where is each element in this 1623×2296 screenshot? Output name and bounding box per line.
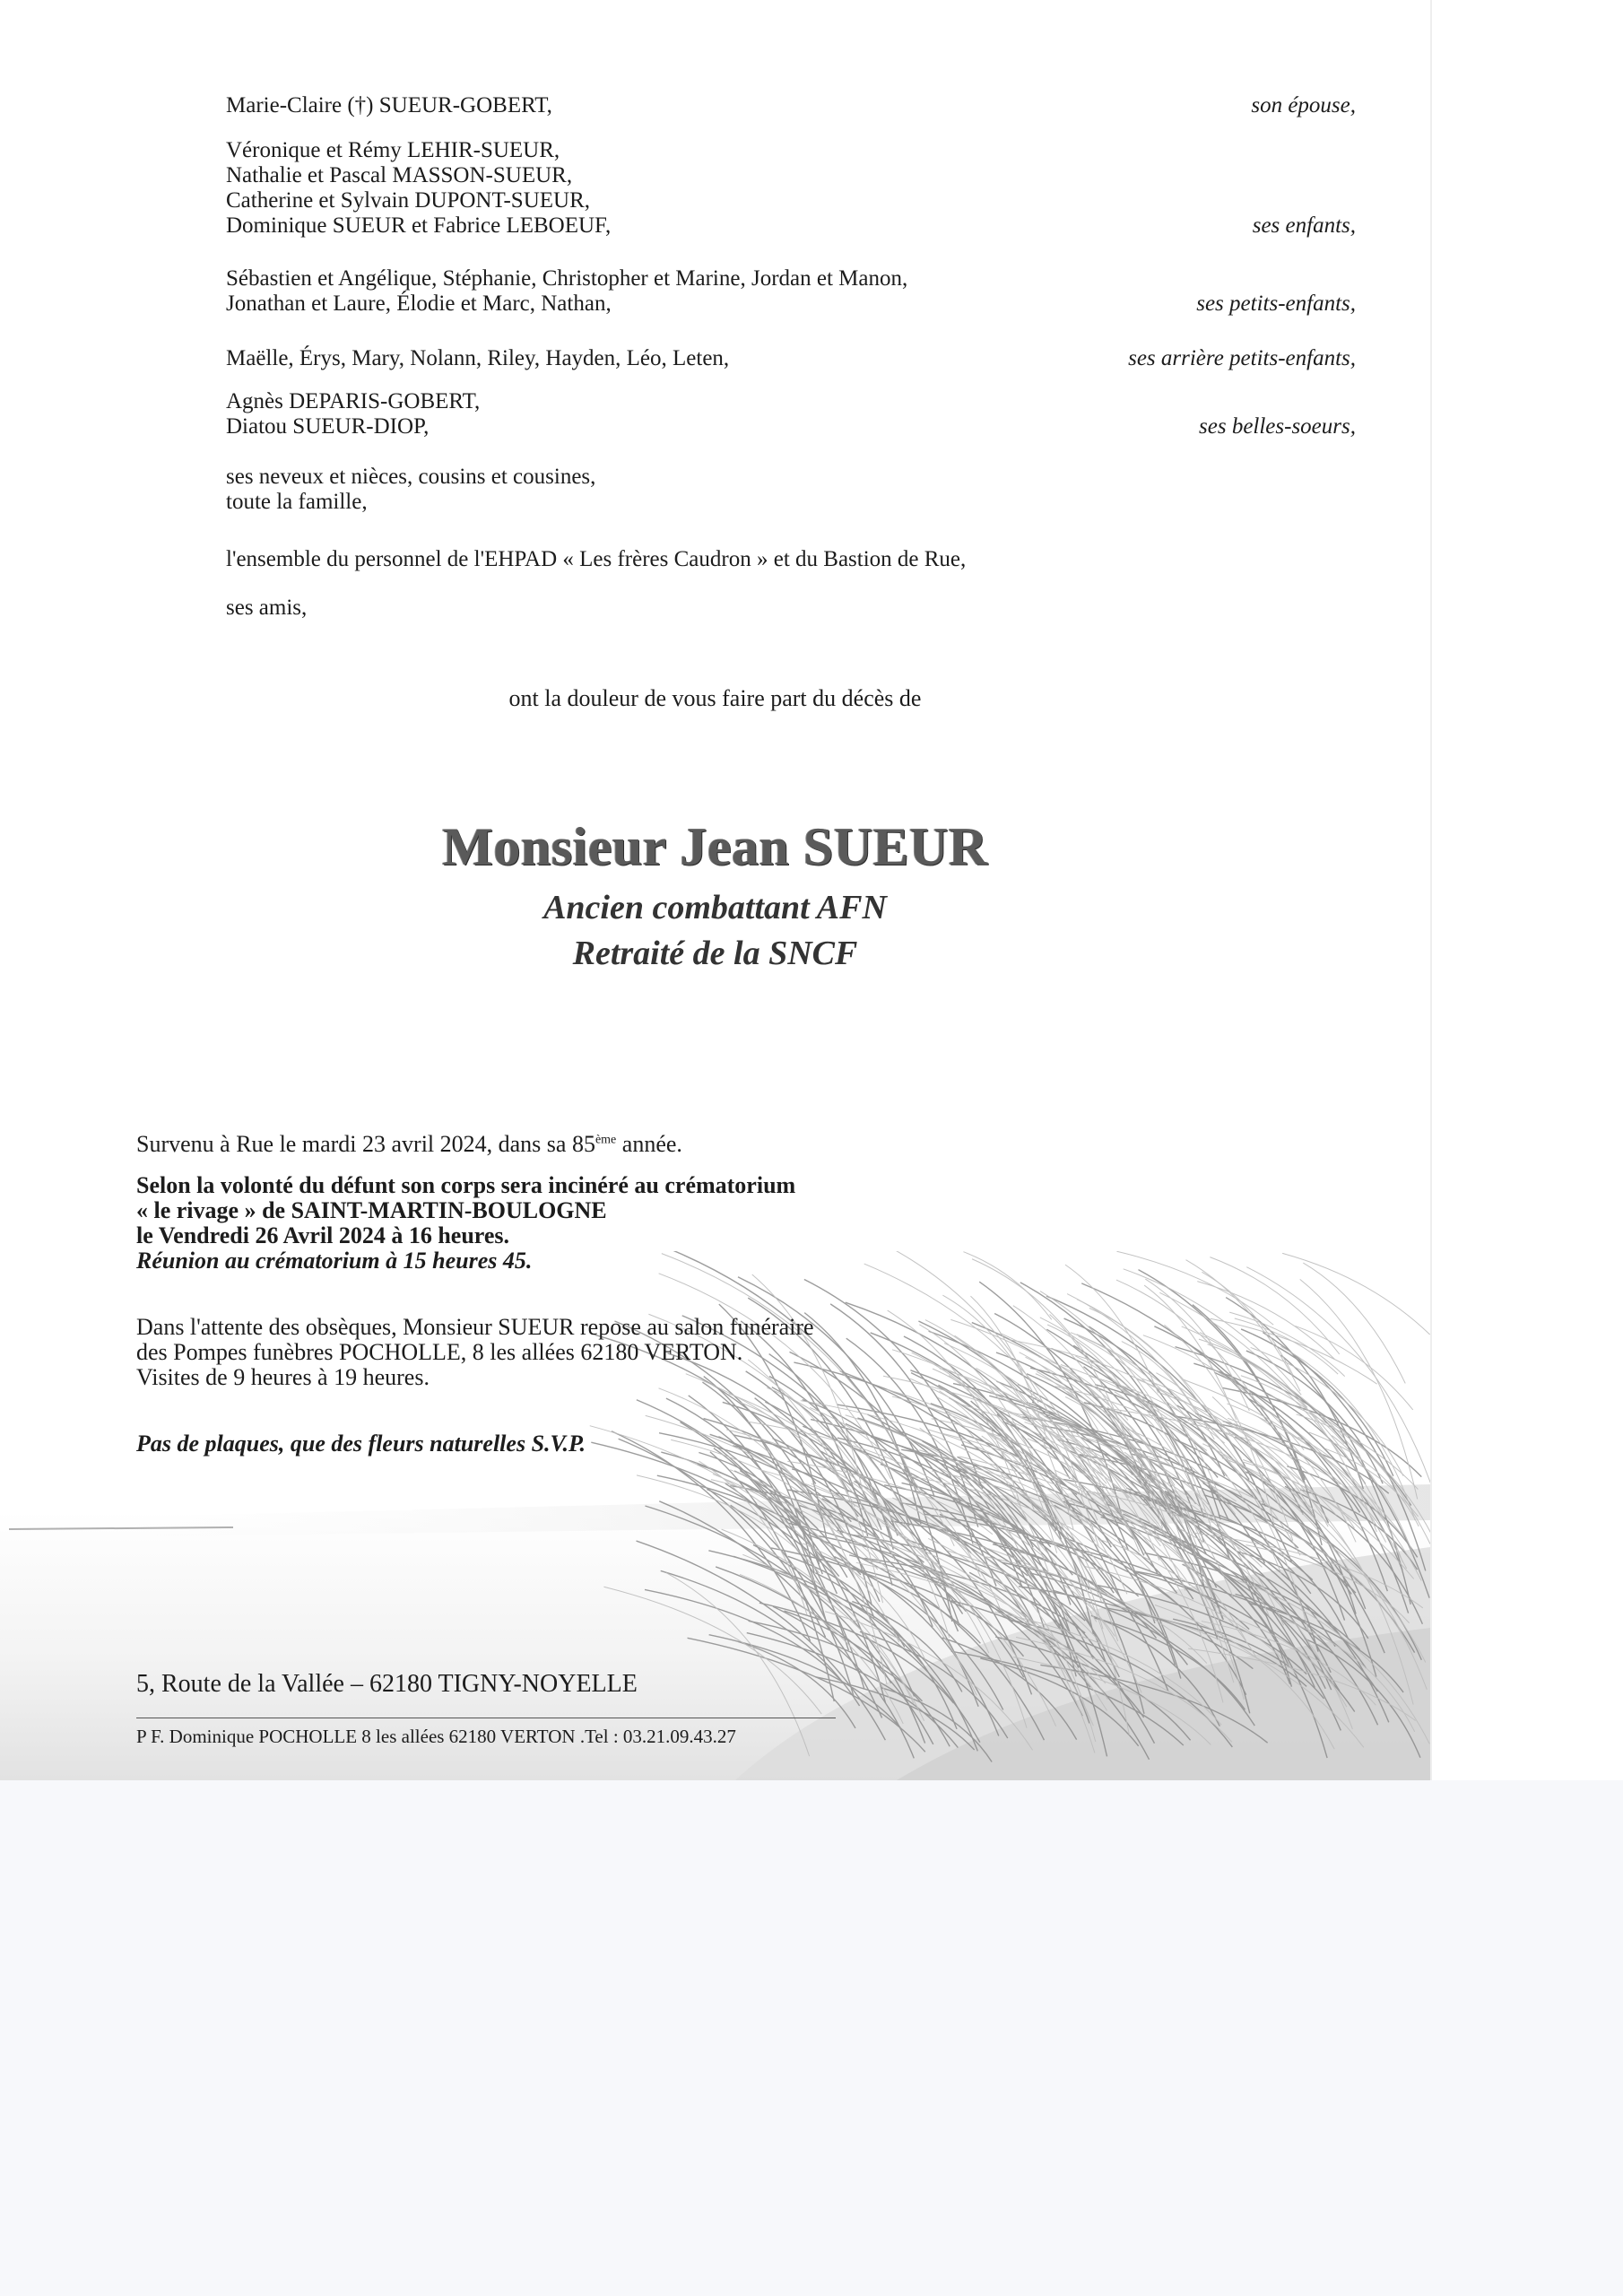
family-name-line: Nathalie et Pascal MASSON-SUEUR, [226,163,573,187]
deceased-name: Monsieur Jean SUEUR [442,817,988,876]
family-name-line: Maëlle, Érys, Mary, Nolann, Riley, Hayden, Léo, Leten, [226,346,730,370]
family-name-line: ses neveux et nièces, cousins et cousines, [226,465,596,489]
family-names [226,465,1123,515]
family-name-line: l'ensemble du personnel de l'EHPAD « Les frères Caudron » et du Bastion de Rue, [226,547,967,571]
death-line-a: Survenu à Rue le mardi 23 avril 2024, dans sa 85 [136,1131,595,1157]
funeral-line: Selon la volonté du défunt son corps sera incinéré au crématorium [136,1172,796,1198]
reunion-line: Réunion au crématorium à 15 heures 45. [136,1248,533,1274]
family-role: ses belles-soeurs, [1199,414,1356,439]
family-name-line: Diatou SUEUR-DIOP, [226,414,430,439]
family-name-line: toute la famille, [226,490,368,514]
family-name-line: ses amis, [226,596,308,620]
family-name-line: Dominique SUEUR et Fabrice LEBOEUF, [226,213,612,238]
rest-line: Visites de 9 heures à 19 heures. [136,1364,430,1390]
family-names [226,596,1123,621]
death-info [136,1132,943,1157]
funeral-line: le Vendredi 26 Avril 2024 à 16 heures. [136,1222,510,1248]
funeral-line: « le rivage » de SAINT-MARTIN-BOULOGNE [136,1197,607,1223]
sheet-edge [1430,0,1432,1780]
family-names [226,93,1123,118]
flowers-note: Pas de plaques, que des fleurs naturelles S.V.P. [136,1431,586,1457]
family-name-line: Agnès DEPARIS-GOBERT, [226,389,481,413]
death-line-b: année. [616,1131,682,1157]
family-name-line: Catherine et Sylvain DUPONT-SUEUR, [226,188,590,213]
family-names [226,547,1123,572]
family-name-line: Sébastien et Angélique, Stéphanie, Christopher et Marine, Jordan et Manon, [226,266,908,291]
family-role: ses enfants, [1252,213,1356,238]
scanner-background [0,1780,1623,2296]
family-role: ses arrière petits-enfants, [1128,346,1356,370]
family-name-line: Marie-Claire (†) SUEUR-GOBERT, [226,93,552,117]
family-name-line: Jonathan et Laure, Élodie et Marc, Nathan, [226,291,612,316]
rest-info [136,1315,943,1390]
death-ordinal: ème [595,1133,617,1147]
family-names [226,346,1123,371]
deceased-subtitle-1: Ancien combattant AFN [543,889,887,926]
family-role: son épouse, [1251,93,1356,117]
address: 5, Route de la Vallée – 62180 TIGNY-NOYELLE [136,1670,638,1698]
rest-line: Dans l'attente des obsèques, Monsieur SUEUR repose au salon funéraire [136,1314,814,1340]
family-name-line: Véronique et Rémy LEHIR-SUEUR, [226,138,560,162]
announcement-text: ont la douleur de vous faire part du décès de [508,685,922,711]
deceased-subtitle-2: Retraité de la SNCF [572,935,858,972]
funeral-home-line: P F. Dominique POCHOLLE 8 les allées 62180 VERTON .Tel : 03.21.09.43.27 [136,1726,736,1747]
rest-line: des Pompes funèbres POCHOLLE, 8 les allées 62180 VERTON. [136,1339,743,1365]
family-names [226,266,1123,317]
family-names [226,138,1123,239]
funeral-info [136,1173,943,1274]
family-role: ses petits-enfants, [1196,291,1356,316]
family-names [226,389,1123,439]
